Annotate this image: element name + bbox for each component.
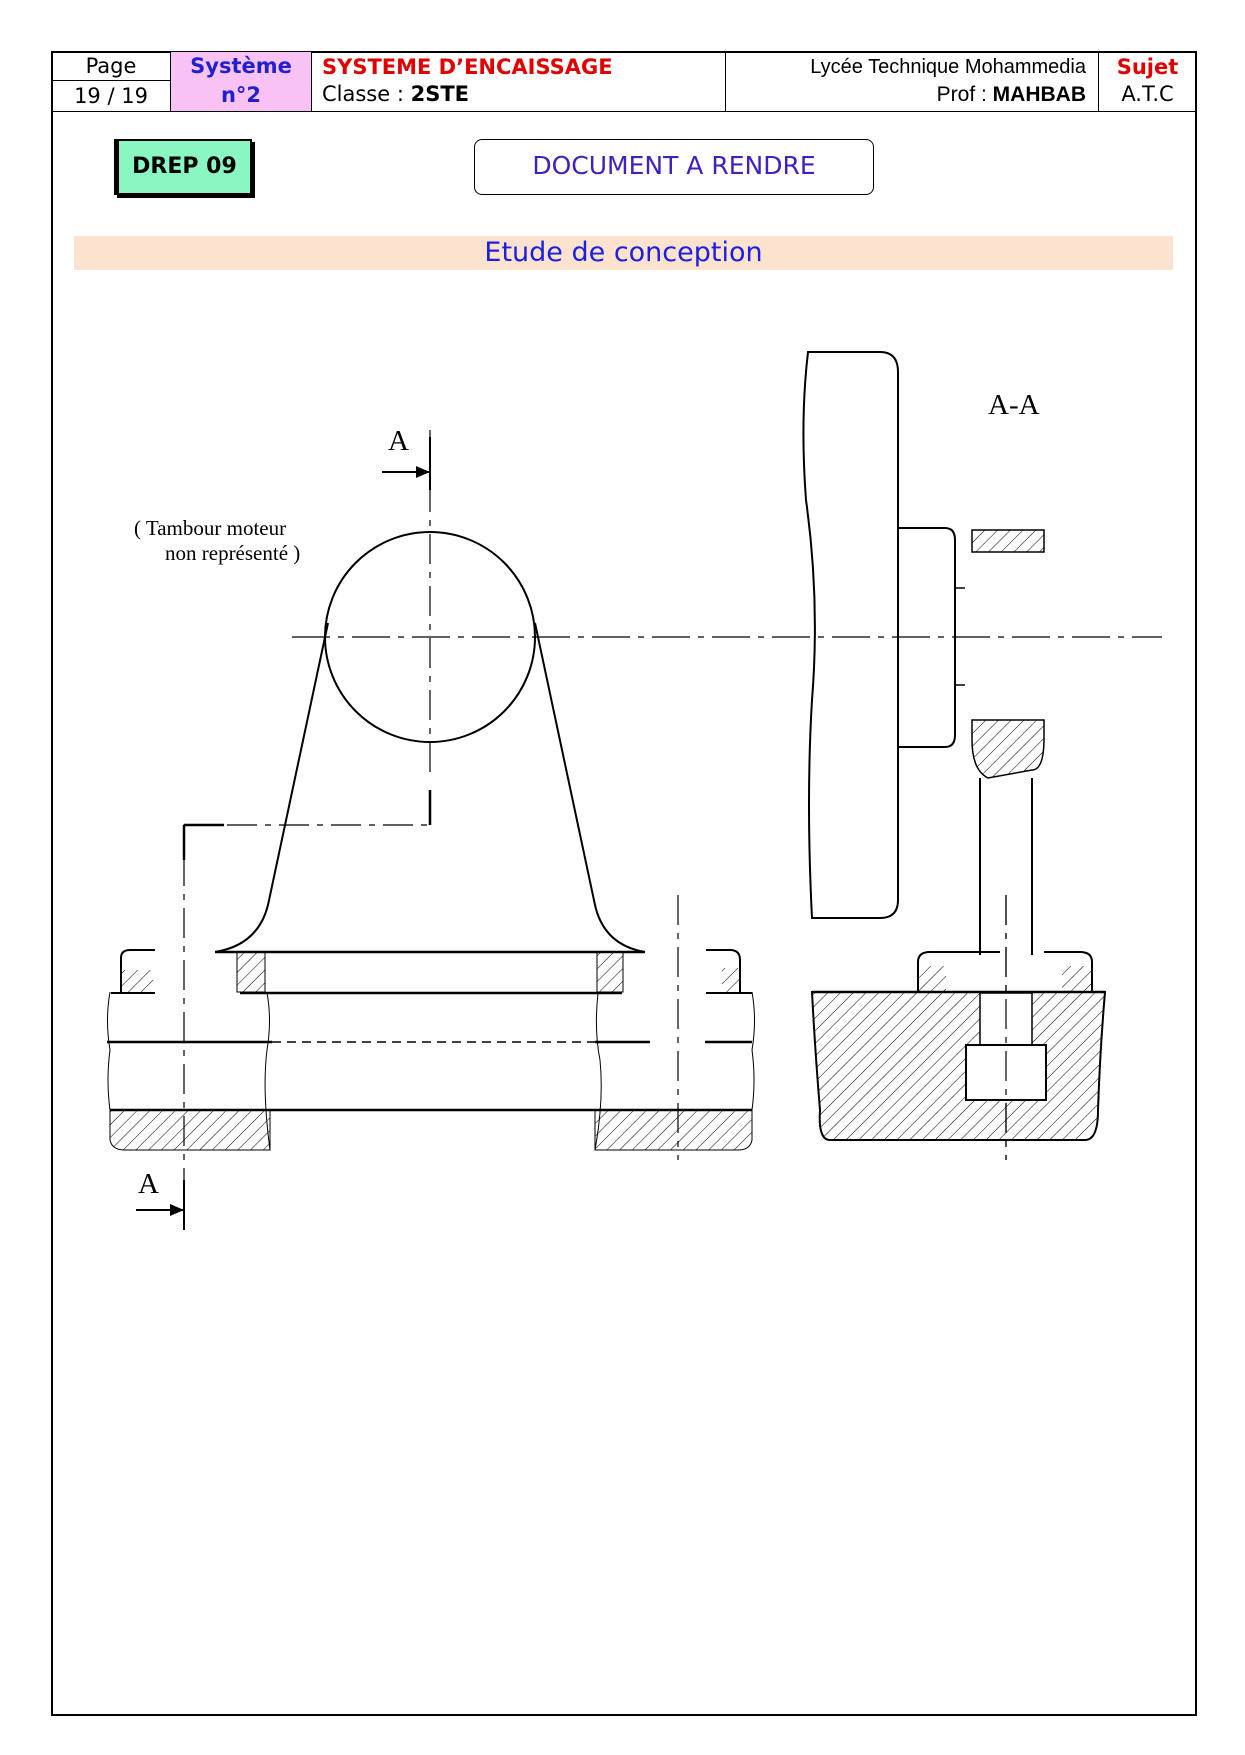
system-label: Système — [190, 54, 292, 78]
hatch-bottom-right — [595, 1110, 752, 1150]
section-side-plate — [803, 352, 898, 918]
section-mark-top: A — [388, 425, 409, 457]
section-title: Etude de conception — [74, 236, 1173, 270]
hatch-left-pad — [121, 970, 153, 992]
section-view-label: A-A — [988, 389, 1040, 421]
drep-badge: DREP 09 — [114, 139, 252, 195]
section-cut-path — [184, 790, 430, 1230]
break-right — [752, 992, 755, 1110]
system-number: n°2 — [220, 83, 262, 107]
hatch-bottom-left — [110, 1110, 270, 1150]
section-mark-bottom: A — [138, 1168, 159, 1200]
belt-left — [215, 623, 328, 952]
school-name: Lycée Technique Mohammedia — [810, 56, 1086, 78]
belt-right — [535, 623, 645, 952]
page-number: 19 / 19 — [74, 84, 148, 108]
drum-note-line2: non représenté ) — [165, 541, 301, 565]
hatch-right-pad — [722, 968, 740, 992]
hatch-section-pad-right — [1062, 966, 1092, 992]
subject-label: Sujet — [1116, 55, 1179, 79]
hatch-section-base — [812, 992, 1105, 1140]
subject-value: A.T.C — [1121, 82, 1174, 106]
class-value: 2STE — [410, 82, 469, 106]
prof-name: MAHBAB — [992, 83, 1086, 106]
hatch-upper-support — [972, 530, 1044, 552]
section-arrowhead-top — [416, 466, 430, 478]
class-label: Classe : — [322, 82, 411, 106]
drum-note-line1: ( Tambour moteur — [134, 516, 287, 540]
hatch-section-pad-left — [918, 966, 946, 992]
page-label: Page — [52, 52, 170, 81]
document-title: SYSTEME D’ENCAISSAGE — [322, 55, 613, 79]
break-left — [108, 992, 111, 1110]
hatch-lower-support — [972, 720, 1044, 778]
section-arrowhead-bottom — [170, 1204, 184, 1216]
hatch-left-block — [237, 952, 265, 992]
document-banner: DOCUMENT A RENDRE — [474, 139, 874, 195]
prof-label: Prof : — [936, 83, 993, 106]
hatch-right-block — [597, 952, 623, 992]
